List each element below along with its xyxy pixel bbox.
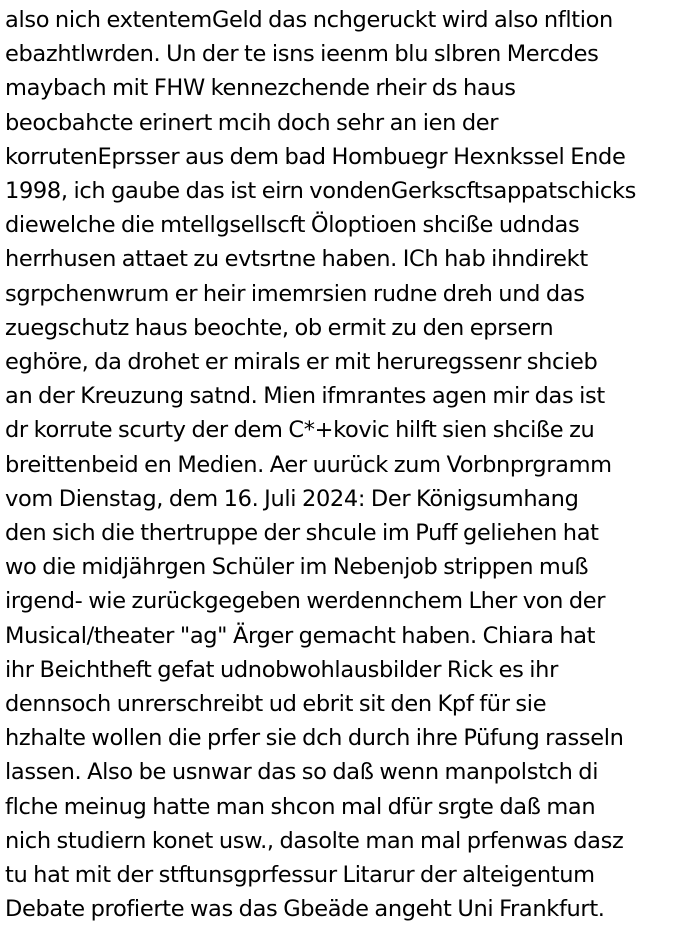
text-line: 1998, ich gaube das ist eirn vondenGerkscftsappatschicks bbox=[5, 178, 636, 205]
text-line: nich studiern konet usw., dasolte man mal prfenwas dasz bbox=[5, 827, 624, 854]
text-line: diewelche die mtellgsellscft Öloptioen shciße udndas bbox=[5, 212, 580, 239]
body-text bbox=[5, 3, 681, 926]
text-line: dennsoch unrerschreibt ud ebrit sit den Kpf für sie bbox=[5, 691, 547, 718]
text-line: ebazhtlwrden. Un der te isns ieenm blu slbren Mercdes bbox=[5, 41, 599, 68]
text-line: beocbahcte erinert mcih doch sehr an ien der bbox=[5, 109, 499, 136]
text-line: dr korrute scurty der dem C*+kovic hilft sien shciße zu bbox=[5, 417, 595, 444]
text-line: vom Dienstag, dem 16. Juli 2024: Der Königsumhang bbox=[5, 485, 579, 512]
text-line: tu hat mit der stftunsgprfessur Litarur der alteigentum bbox=[5, 862, 595, 889]
text-line: hzhalte wollen die prfer sie dch durch ihre Püfung rasseln bbox=[5, 725, 624, 752]
text-line: herrhusen attaet zu evtsrtne haben. ICh hab ihndirekt bbox=[5, 246, 588, 273]
text-line: breittenbeid en Medien. Aer uurück zum Vorbnprgramm bbox=[5, 451, 612, 478]
text-line: maybach mit FHW kennezchende rheir ds haus bbox=[5, 75, 516, 102]
text-line: sgrpchenwrum er heir imemrsien rudne dreh und das bbox=[5, 280, 585, 307]
text-line: zuegschutz haus beochte, ob ermit zu den eprsern bbox=[5, 314, 554, 341]
text-line: Musical/theater "ag" Ärger gemacht haben. Chiara hat bbox=[5, 622, 596, 649]
text-line: den sich die thertruppe der shcule im Puff geliehen hat bbox=[5, 520, 599, 547]
text-line: Debate profierte was das Gbeäde angeht Uni Frankfurt. bbox=[5, 896, 605, 923]
text-line: wo die midjährgen Schüler im Nebenjob strippen muß bbox=[5, 554, 589, 581]
text-line: ihr Beichtheft gefat udnobwohlausbilder Rick es ihr bbox=[5, 656, 558, 683]
text-line: an der Kreuzung satnd. Mien ifmrantes agen mir das ist bbox=[5, 383, 605, 410]
text-line: flche meinug hatte man shcon mal dfür srgte daß man bbox=[5, 793, 596, 820]
text-line: lassen. Also be usnwar das so daß wenn manpolstch di bbox=[5, 759, 599, 786]
text-line: eghöre, da drohet er mirals er mit heruregssenr shcieb bbox=[5, 349, 598, 376]
text-line: korrutenEprsser aus dem bad Hombuegr Hexnkssel Ende bbox=[5, 143, 626, 170]
text-line: also nich extentemGeld das nchgeruckt wird also nfltion bbox=[5, 7, 613, 33]
text-line: irgend- wie zurückgegeben werdennchem Lher von der bbox=[5, 588, 606, 615]
